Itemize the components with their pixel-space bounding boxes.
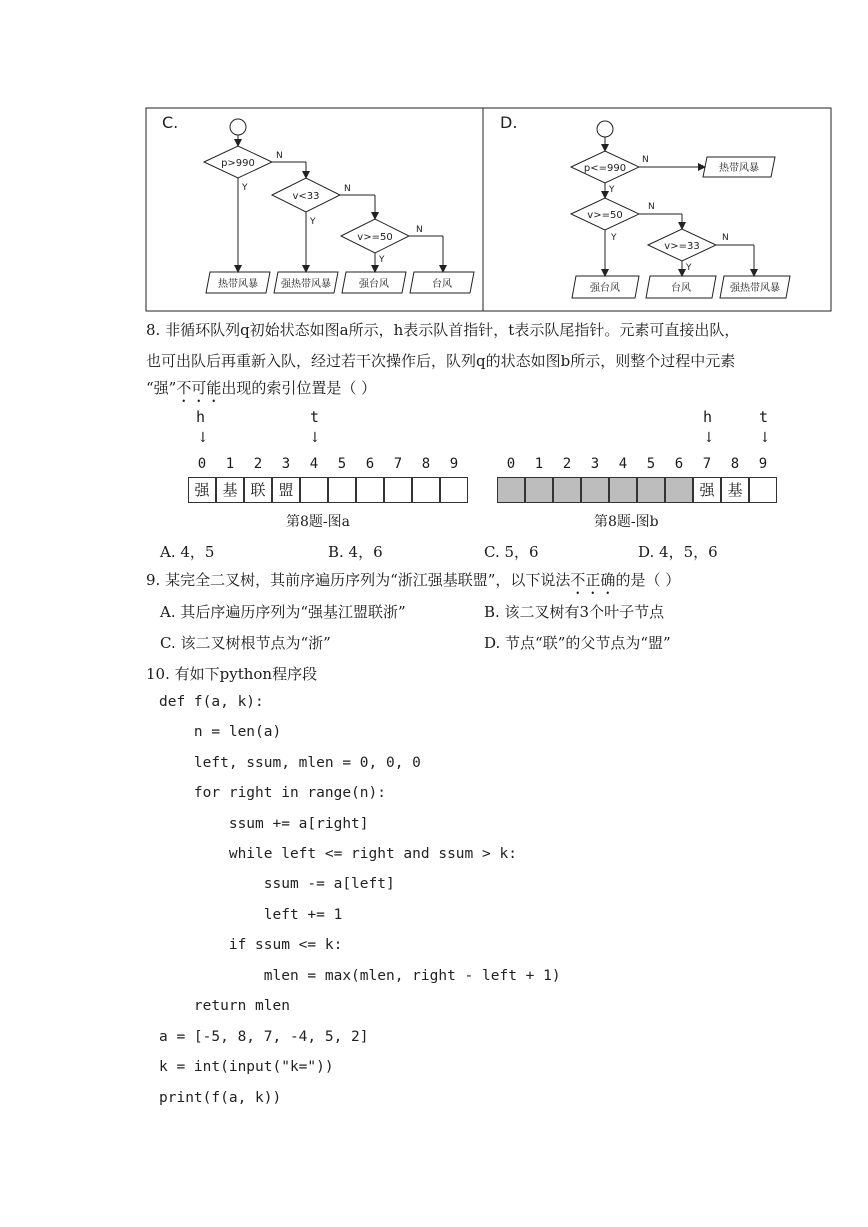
c-n2: N <box>344 184 351 194</box>
fig-a-h-arrow-icon: ↓ <box>197 430 209 446</box>
fig-a-cell: 联 <box>244 477 272 503</box>
fig-b-index: 2 <box>562 456 572 472</box>
q9-option-c: C. 该二叉树根节点为“浙” <box>160 634 331 652</box>
code-line: print(f(a, k)) <box>159 1090 282 1106</box>
fig-a-cell: 盟 <box>272 477 300 503</box>
fig-a-cell <box>440 477 468 503</box>
fig-a-h-label: h <box>196 408 206 426</box>
c-cond3: v>=50 <box>357 232 393 243</box>
d-y3: Y <box>686 263 692 273</box>
fig-a-cell <box>412 477 440 503</box>
q8-line2: 也可出队后再重新入队，经过若干次操作后，队列q的状态如图b所示，则整个过程中元素 <box>146 352 736 370</box>
fig-b-index: 9 <box>758 456 768 472</box>
fig-a-cell <box>356 477 384 503</box>
fig-a-cell <box>328 477 356 503</box>
c-out2: 强热带风暴 <box>281 279 331 290</box>
d-y1: Y <box>609 185 615 195</box>
fig-b-t-label: t <box>759 408 769 426</box>
c-cond2: v<33 <box>292 191 320 202</box>
q8-emphasis: 不可能 <box>176 379 222 397</box>
d-cond1: p<=990 <box>583 163 627 174</box>
fig-a-cell: 强 <box>188 477 216 503</box>
fig-b-index: 5 <box>646 456 656 472</box>
fig-b-cell <box>497 477 525 503</box>
fig-b-index: 7 <box>702 456 712 472</box>
fig-b-caption: 第8题-图b <box>594 514 659 530</box>
code-line: left, ssum, mlen = 0, 0, 0 <box>159 755 421 771</box>
code-line: left += 1 <box>159 907 343 923</box>
fig-b-cell <box>581 477 609 503</box>
q9-option-a: A. 其后序遍历序列为“强基江盟联浙” <box>160 603 406 621</box>
code-line: while left <= right and ssum > k: <box>159 846 517 862</box>
fig-b-index: 6 <box>674 456 684 472</box>
fig-a-index: 4 <box>309 456 319 472</box>
c-n1: N <box>276 151 283 161</box>
code-line: if ssum <= k: <box>159 937 343 953</box>
code-line: a = [-5, 8, 7, -4, 5, 2] <box>159 1029 369 1045</box>
q8-option-d: D. 4，5，6 <box>638 543 718 561</box>
code-line: def f(a, k): <box>159 694 264 710</box>
fig-b-cell: 基 <box>721 477 749 503</box>
c-n3: N <box>416 225 423 235</box>
fig-a-caption: 第8题-图a <box>286 514 350 530</box>
fig-b-t-arrow-icon: ↓ <box>759 430 771 446</box>
fig-a-index: 2 <box>253 456 263 472</box>
c-out3: 强台风 <box>359 279 389 290</box>
fig-b-cell <box>525 477 553 503</box>
fig-b-index: 4 <box>618 456 628 472</box>
c-y1: Y <box>242 183 248 193</box>
c-cond1: p>990 <box>221 158 255 169</box>
fig-a-t-arrow-icon: ↓ <box>309 430 321 446</box>
q9-stem-pre: 9. 某完全二叉树，其前序遍历序列为“浙江强基联盟”，以下说法 <box>146 571 571 589</box>
flowchart-c <box>204 119 474 293</box>
fig-a-index: 0 <box>197 456 207 472</box>
code-line: n = len(a) <box>159 724 282 740</box>
fig-b-cell <box>609 477 637 503</box>
q8-option-c: C. 5，6 <box>484 543 539 561</box>
q10-stem: 10. 有如下python程序段 <box>146 665 318 683</box>
fig-b-cell <box>665 477 693 503</box>
fig-b-cell <box>553 477 581 503</box>
fig-b-index: 0 <box>506 456 516 472</box>
c-y2: Y <box>310 217 316 227</box>
code-line: k = int(input("k=")) <box>159 1059 334 1075</box>
fig-a-index: 8 <box>421 456 431 472</box>
q8-option-b: B. 4，6 <box>328 543 383 561</box>
fig-b-cell: 强 <box>693 477 721 503</box>
c-out1: 热带风暴 <box>218 279 258 290</box>
c-y3: Y <box>379 255 385 265</box>
d-out4: 强热带风暴 <box>730 283 780 294</box>
option-c-label: C. <box>162 113 179 132</box>
fig-a-index: 9 <box>449 456 459 472</box>
fig-a-cell <box>300 477 328 503</box>
fig-b-index: 1 <box>534 456 544 472</box>
d-y2: Y <box>611 233 617 243</box>
q9-emphasis: 不正确 <box>570 571 616 589</box>
option-d-label: D. <box>500 113 518 132</box>
q9-stem-post: 的是（ ） <box>615 571 681 589</box>
code-line: return mlen <box>159 998 290 1014</box>
code-line: for right in range(n): <box>159 785 386 801</box>
fig-b-h-arrow-icon: ↓ <box>703 430 715 446</box>
fig-b-index: 8 <box>730 456 740 472</box>
d-n3: N <box>722 233 729 243</box>
flowchart-options <box>0 0 868 320</box>
q8-line3-post: 出现的索引位置是（ ） <box>221 379 377 397</box>
d-n2: N <box>648 202 655 212</box>
d-out3: 台风 <box>671 283 691 294</box>
d-cond3: v>=33 <box>664 241 700 252</box>
fig-b-h-label: h <box>703 408 713 426</box>
q9-option-d: D. 节点“联”的父节点为“盟” <box>484 634 671 652</box>
code-line: ssum += a[right] <box>159 816 369 832</box>
q8-line3-pre: “强” <box>146 379 177 397</box>
fig-a-index: 1 <box>225 456 235 472</box>
fig-a-t-label: t <box>310 408 320 426</box>
d-cond2: v>=50 <box>587 210 623 221</box>
d-out1: 热带风暴 <box>719 163 759 174</box>
fig-b-cell <box>637 477 665 503</box>
fig-a-index: 6 <box>365 456 375 472</box>
q8-option-a: A. 4，5 <box>160 543 215 561</box>
fig-a-index: 7 <box>393 456 403 472</box>
c-out4: 台风 <box>432 279 452 290</box>
fig-a-index: 3 <box>281 456 291 472</box>
d-out2: 强台风 <box>590 283 620 294</box>
q8-line1: 8. 非循环队列q初始状态如图a所示，h表示队首指针，t表示队尾指针。元素可直接出队， <box>146 321 740 339</box>
fig-a-index: 5 <box>337 456 347 472</box>
code-line: ssum -= a[left] <box>159 876 395 892</box>
fig-a-cell: 基 <box>216 477 244 503</box>
q9-stem <box>146 569 680 598</box>
q8-line3 <box>146 377 376 406</box>
fig-b-index: 3 <box>590 456 600 472</box>
d-n1: N <box>642 155 649 165</box>
q9-option-b: B. 该二叉树有3个叶子节点 <box>484 603 665 621</box>
code-line: mlen = max(mlen, right - left + 1) <box>159 968 561 984</box>
fig-b-cell <box>749 477 777 503</box>
fig-a-cell <box>384 477 412 503</box>
